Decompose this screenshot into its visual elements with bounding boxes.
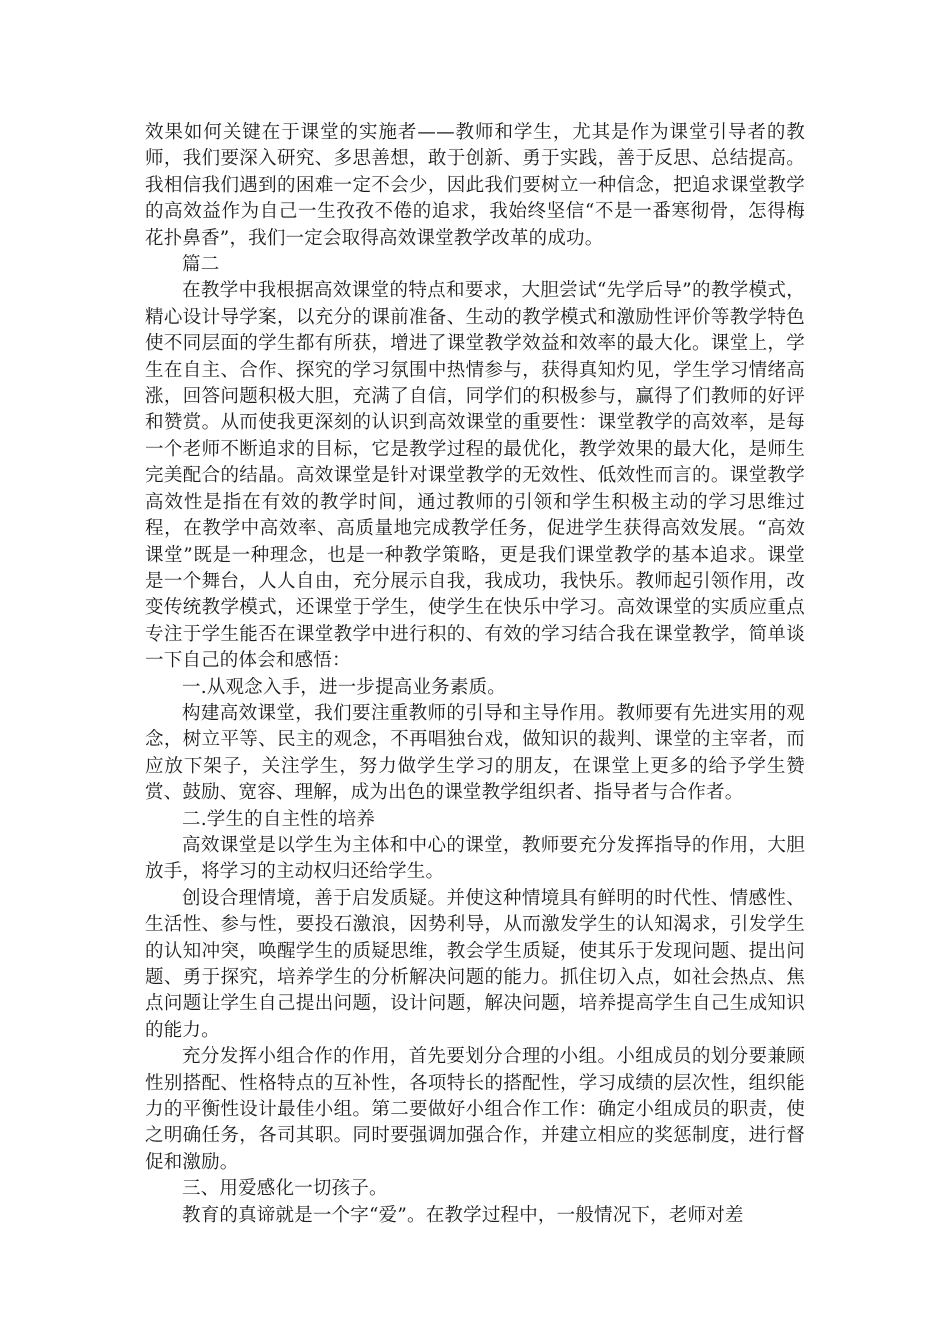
document-body xyxy=(145,120,805,1229)
paragraph-1: 效果如何关键在于课堂的实施者——教师和学生，尤其是作为课堂引导者的教师，我们要深入研究、多思善想，敢于创新、勇于实践，善于反思、总结提高。我相信我们遇到的困难一定不会少，因此我们要树立一种信念，把追求课堂教学的高效益作为自己一生孜孜不倦的追求，我始终坚信“不是一番寒彻骨，怎得梅花扑鼻香”，我们一定会取得高效课堂教学改革的成功。 xyxy=(145,122,805,249)
section-heading-2: 二.学生的自主性的培养 xyxy=(182,808,376,830)
section-heading-3: 三、用爱感化一切孩子。 xyxy=(182,1178,388,1200)
paragraph-6: 充分发挥小组合作的作用，首先要划分合理的小组。小组成员的划分要兼顾性别搭配、性格特点的互补性，各项特长的搭配性，学习成绩的层次性，组织能力的平衡性设计最佳小组。第二要做好小组合作工作：确定小组成员的职责，使之明确任务，各司其职。同时要强调加强合作，并建立相应的奖惩制度，进行督促和激励。 xyxy=(145,1046,805,1173)
section-heading-part-two: 篇二 xyxy=(182,254,220,276)
paragraph-2: 在教学中我根据高效课堂的特点和要求，大胆尝试“先学后导”的教学模式，精心设计导学案，以充分的课前准备、生动的教学模式和激励性评价等教学特色使不同层面的学生都有所获，增进了课堂教学效益和效率的最大化。课堂上，学生在自主、合作、探究的学习氛围中热情参与，获得真知灼见，学生学习情绪高涨，回答问题积极大胆，充满了自信，同学们的积极参与，赢得了们教师的好评和赞赏。从而使我更深刻的认识到高效课堂的重要性：课堂教学的高效率，是每一个老师不断追求的目标，它是教学过程的最优化，教学效果的最大化，是师生完美配合的结晶。高效课堂是针对课堂教学的无效性、低效性而言的。课堂教学高效性是指在有效的教学时间，通过教师的引领和学生积极主动的学习思维过程，在教学中高效率、高质量地完成教学任务，促进学生获得高效发展。“高效课堂”既是一种理念，也是一种教学策略，更是我们课堂教学的基本追求。课堂是一个舞台，人人自由，充分展示自我，我成功，我快乐。教师起引领作用，改变传统教学模式，还课堂于学生，使学生在快乐中学习。高效课堂的实质应重点专注于学生能否在课堂教学中进行积的、有效的学习结合我在课堂教学，简单谈一下自己的体会和感悟： xyxy=(145,280,805,672)
paragraph-4: 高效课堂是以学生为主体和中心的课堂，教师要充分发挥指导的作用，大胆放手，将学习的主动权归还给学生。 xyxy=(145,834,805,883)
paragraph-3: 构建高效课堂，我们要注重教师的引导和主导作用。教师要有先进实用的观念，树立平等、民主的观念，不再唱独台戏，做知识的裁判、课堂的主宰者，而应放下架子，关注学生，努力做学生学习的朋友，在课堂上更多的给予学生赞赏、鼓励、宽容、理解，成为出色的课堂教学组织者、指导者与合作者。 xyxy=(145,702,805,804)
section-heading-1: 一.从观念入手，进一步提高业务素质。 xyxy=(182,676,506,698)
paragraph-5: 创设合理情境，善于启发质疑。并使这种情境具有鲜明的时代性、情感性、生活性、参与性，要投石激浪，因势利导，从而激发学生的认知渴求，引发学生的认知冲突，唤醒学生的质疑思维，教会学生质疑，使其乐于发现问题、提出问题、勇于探究，培养学生的分析解决问题的能力。抓住切入点，如社会热点、焦点问题让学生自己提出问题，设计问题，解决问题，培养提高学生自己生成知识的能力。 xyxy=(145,887,805,1041)
paragraph-7: 教育的真谛就是一个字“爱”。在教学过程中，一般情况下，老师对差 xyxy=(182,1204,744,1226)
